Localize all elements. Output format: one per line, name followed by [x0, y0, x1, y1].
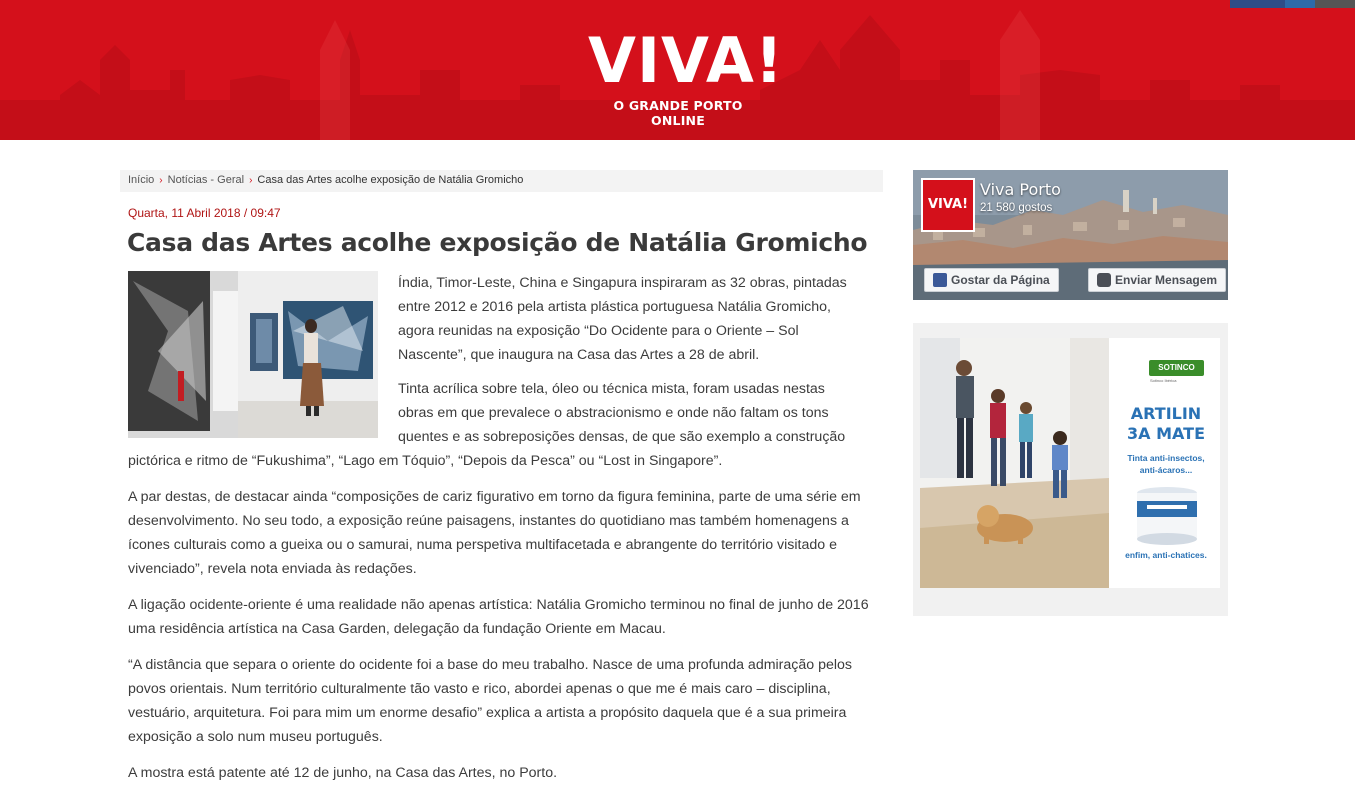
- logo-tagline: O GRANDE PORTO ONLINE: [613, 98, 743, 128]
- like-page-label: Gostar da Página: [951, 273, 1050, 287]
- gallery-photo-illustration: [128, 271, 378, 438]
- ad-product-name: [1118, 404, 1214, 444]
- facebook-like-count: 21 580 gostos: [980, 202, 1053, 214]
- article-text-line: obras em que prevalece o abstracionismo e onde não faltam os tons: [398, 405, 829, 421]
- article-text-line: pictórica e ritmo de “Fukushima”, “Lago em Tóquio”, “Depois da Pesca” ou “Lost in Singapore”.: [128, 453, 723, 469]
- paint-can-icon: [1133, 485, 1201, 547]
- site-header: [0, 0, 1355, 140]
- article-title: Casa das Artes acolhe exposição de Natália Gromicho: [127, 228, 868, 257]
- article-paragraph-4: A ligação ocidente-oriente é uma realidade não apenas artística: Natália Gromicho terminou no final de junho de 2016 uma residência artística na Casa Garden, delegação da fundação Oriente em Macau.: [128, 597, 869, 637]
- ad-subtitle-line: anti-ácaros...: [1139, 465, 1193, 475]
- ad-product-line: ARTILIN: [1130, 404, 1202, 423]
- sotinco-brand-logo: SOTINCO: [1149, 360, 1204, 376]
- ad-product-line: 3A MATE: [1127, 424, 1205, 443]
- sotinco-brand-subtitle: Sotinco Ibérica: [1150, 378, 1177, 383]
- family-running-photo: [920, 338, 1109, 588]
- site-logo[interactable]: [588, 24, 785, 128]
- social-facebook-strip[interactable]: [1230, 0, 1285, 8]
- breadcrumb-separator: ›: [249, 175, 253, 186]
- article-text-line: quentes e as sobreposições densas, de que são exemplo a construção: [398, 429, 846, 445]
- breadcrumb-current: Casa das Artes acolhe exposição de Natália Gromicho: [257, 174, 524, 186]
- sidebar-ad-container: [913, 323, 1228, 616]
- article-paragraph-6: A mostra está patente até 12 de junho, na Casa das Artes, no Porto.: [128, 765, 558, 781]
- social-twitter-strip[interactable]: [1285, 0, 1315, 8]
- article-paragraph-2-top: [398, 377, 883, 449]
- article-paragraph-3: A par destas, de destacar ainda “composições de cariz figurativo em torno da figura feminina, parte de uma série em desenvolvimento. No seu todo, a exposição reúne paisagens, instantes do quotidiano mas também homenagens a ícones culturais como a gueixa ou o samurai, numa perspetiva multifacetada e abrangente do território visitado e vivenciado”, revela nota enviada às redações.: [128, 489, 861, 577]
- ad-footer-slogan: enfim, anti-chatices.: [1125, 550, 1207, 560]
- send-message-label: Enviar Mensagem: [1115, 273, 1218, 287]
- article-paragraph-1: [398, 271, 883, 367]
- social-other-strip[interactable]: [1315, 0, 1355, 8]
- facebook-f-icon: [933, 273, 947, 287]
- article-text-line: agora reunidas na exposição “Do Ocidente para o Oriente – Sol: [398, 323, 799, 339]
- facebook-send-message-button[interactable]: [1088, 268, 1226, 292]
- facebook-like-page-button[interactable]: [924, 268, 1059, 292]
- breadcrumb-home-link[interactable]: Início: [128, 174, 155, 186]
- sotinco-ad-banner[interactable]: [920, 338, 1220, 588]
- logo-wordmark: VIVA!: [588, 24, 785, 97]
- article-text-line: Tinta acrílica sobre tela, óleo ou técnica mista, foram usadas nestas: [398, 381, 825, 397]
- breadcrumb: [120, 170, 883, 192]
- article-text-line: entre 2012 e 2016 pela artista plástica portuguesa Natália Gromicho,: [398, 299, 831, 315]
- messenger-icon: [1097, 273, 1111, 287]
- ad-subtitle: [1118, 452, 1214, 476]
- facebook-page-name[interactable]: Viva Porto: [980, 180, 1061, 199]
- ad-subtitle-line: Tinta anti-insectos,: [1127, 453, 1205, 463]
- breadcrumb-separator: ›: [159, 175, 163, 186]
- article-paragraph-5: “A distância que separa o oriente do ocidente foi a base do meu trabalho. Nasce de uma profunda admiração pelos povos orientais. Num território culturalmente tão vasto e rico, abordei apenas o que me é mais caro – disciplina, vestuário, arquitetura. Foi para mim um enorme desafio” explica a artista a propósito daquela que é a sua primeira exposição a solo num museu português.: [128, 657, 853, 745]
- article-text-line: Índia, Timor-Leste, China e Singapura inspiraram as 32 obras, pintadas: [398, 275, 847, 291]
- article-photo[interactable]: [128, 271, 378, 438]
- facebook-page-widget[interactable]: [913, 170, 1228, 300]
- article-text-line: Nascente”, que inaugura na Casa das Artes a 28 de abril.: [398, 347, 760, 363]
- article-paragraph-2-bottom: [128, 449, 883, 473]
- facebook-page-avatar[interactable]: VIVA!: [921, 178, 975, 232]
- breadcrumb-section-link[interactable]: Notícias - Geral: [167, 174, 245, 186]
- article-date: Quarta, 11 Abril 2018 / 09:47: [128, 206, 281, 220]
